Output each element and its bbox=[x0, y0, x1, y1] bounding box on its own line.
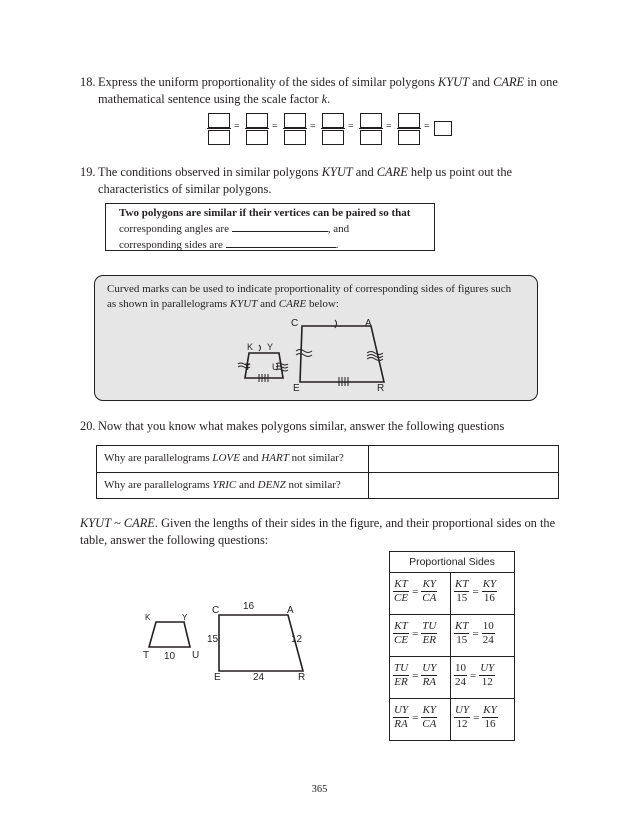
answer-blank[interactable] bbox=[226, 237, 336, 248]
blank-box[interactable] bbox=[208, 113, 230, 128]
similar-quadrilaterals-diagram bbox=[95, 276, 539, 402]
intro-paragraph bbox=[80, 515, 562, 549]
proportional-sides-table bbox=[389, 551, 515, 741]
polygon-name: HART bbox=[261, 452, 289, 464]
fraction bbox=[421, 662, 437, 689]
equals-sign: = bbox=[234, 121, 240, 132]
fraction bbox=[421, 620, 437, 647]
questions-table bbox=[96, 445, 559, 499]
text: as shown in parallelograms bbox=[107, 298, 230, 310]
text: not similar? bbox=[285, 479, 341, 491]
vertex-label-t: T bbox=[245, 362, 251, 372]
blank-box[interactable] bbox=[246, 113, 268, 128]
text: . Given the lengths of their sides in the figure, and their proportional sides on the table, answer the following questions: bbox=[80, 516, 556, 547]
fraction bbox=[421, 704, 437, 731]
vertex-label-r: R bbox=[377, 383, 385, 394]
equals-sign: = bbox=[470, 669, 477, 682]
fraction bbox=[454, 620, 469, 647]
vertex-label-r: R bbox=[298, 672, 306, 683]
fraction-denominator: CE bbox=[394, 634, 409, 646]
fraction-bar bbox=[245, 128, 269, 129]
fraction-denominator: 16 bbox=[483, 592, 495, 604]
side-length-ar: 12 bbox=[291, 634, 303, 645]
answer-cell-2[interactable] bbox=[370, 474, 557, 497]
fraction-numerator: 10 bbox=[482, 620, 494, 632]
fraction-numerator: KT bbox=[455, 620, 469, 632]
vertex-label-e: E bbox=[293, 383, 300, 394]
side-length-er: 24 bbox=[253, 672, 265, 683]
text: . bbox=[335, 239, 339, 251]
fraction-denominator: RA bbox=[422, 676, 437, 688]
fraction-denominator: 12 bbox=[456, 718, 468, 730]
polygon-name: YRIC bbox=[212, 479, 237, 491]
vertex-label-u: U bbox=[192, 650, 200, 661]
fraction-numerator: KY bbox=[482, 578, 497, 590]
fraction-denominator: 24 bbox=[482, 634, 494, 646]
column-divider bbox=[368, 446, 369, 498]
blank-box[interactable] bbox=[398, 113, 420, 128]
page-number: 365 bbox=[311, 784, 328, 795]
vertex-label-t: T bbox=[143, 650, 150, 661]
text: and bbox=[236, 479, 258, 491]
large-quadrilateral bbox=[300, 326, 384, 382]
text: corresponding sides are bbox=[119, 239, 226, 251]
text: and bbox=[257, 298, 279, 310]
double-tilde-mark bbox=[296, 350, 312, 357]
question-text: Now that you know what makes polygons similar, answer the following questions bbox=[98, 419, 505, 433]
vertex-label-e: E bbox=[214, 672, 221, 683]
text: corresponding angles are bbox=[119, 223, 232, 235]
text: The conditions observed in similar polygons bbox=[98, 165, 322, 179]
polygon-name: KYUT bbox=[80, 516, 111, 530]
question-text bbox=[98, 74, 562, 108]
polygon-name: KYUT bbox=[229, 298, 258, 310]
polygon-name: DENZ bbox=[257, 479, 286, 491]
blank-box[interactable] bbox=[322, 130, 344, 145]
fraction-numerator: TU bbox=[422, 620, 437, 632]
polygon-name: LOVE bbox=[212, 452, 240, 464]
fraction-denominator: ER bbox=[394, 676, 408, 688]
triple-tilde-mark bbox=[367, 352, 383, 361]
fraction-bar bbox=[321, 128, 345, 129]
text: Why are parallelograms bbox=[104, 452, 213, 464]
blank-box-scale-factor[interactable] bbox=[434, 121, 452, 136]
fraction-denominator: 15 bbox=[456, 634, 468, 646]
fraction-denominator: CA bbox=[422, 592, 437, 604]
vertex-label-k: K bbox=[145, 613, 151, 622]
fraction-denominator: 12 bbox=[481, 676, 493, 688]
equals-sign: = bbox=[348, 121, 354, 132]
ratio-right-1 bbox=[454, 620, 512, 647]
blank-box[interactable] bbox=[284, 113, 306, 128]
fraction bbox=[393, 620, 409, 647]
ratio-right-0 bbox=[454, 578, 512, 605]
equals-sign: = bbox=[473, 711, 480, 724]
ratio-right-2 bbox=[454, 662, 512, 689]
ratio-left-1 bbox=[393, 620, 449, 647]
fraction bbox=[454, 662, 467, 689]
fraction-bar bbox=[359, 128, 383, 129]
definition-line bbox=[119, 221, 434, 237]
fraction bbox=[454, 704, 470, 731]
fraction-numerator: KY bbox=[422, 704, 437, 716]
fraction-numerator: 10 bbox=[455, 662, 466, 674]
vertex-label-y: Y bbox=[267, 342, 274, 352]
fraction-numerator: TU bbox=[394, 662, 409, 674]
fraction-denominator: CA bbox=[422, 718, 437, 730]
fraction-denominator: CE bbox=[394, 592, 409, 604]
text: Why are parallelograms bbox=[104, 479, 213, 491]
row-divider bbox=[97, 472, 558, 473]
equals-sign: = bbox=[272, 121, 278, 132]
question-text bbox=[98, 164, 562, 198]
note-box bbox=[94, 275, 538, 401]
blank-box[interactable] bbox=[246, 130, 268, 145]
fraction bbox=[393, 704, 409, 731]
fraction bbox=[393, 662, 409, 689]
polygon-name: CARE bbox=[493, 75, 525, 89]
answer-cell-1[interactable] bbox=[370, 447, 557, 471]
vertex-label-a: A bbox=[365, 318, 372, 329]
blank-proportion-chain bbox=[208, 113, 448, 153]
blank-box[interactable] bbox=[284, 130, 306, 145]
vertex-label-k: K bbox=[247, 342, 254, 352]
similar-sign: ~ bbox=[111, 516, 124, 530]
definition-heading: Two polygons are similar if their vertices can be paired so that bbox=[119, 207, 411, 219]
fraction-denominator: ER bbox=[422, 634, 437, 646]
equals-sign: = bbox=[310, 121, 316, 132]
table-header: Proportional Sides bbox=[390, 552, 514, 573]
ratio-left-3 bbox=[393, 704, 449, 731]
vertex-label-a: A bbox=[287, 605, 294, 616]
equals-sign: = bbox=[424, 121, 430, 132]
text: , and bbox=[327, 223, 350, 235]
polygon-name: CARE bbox=[123, 516, 155, 530]
fraction bbox=[421, 578, 437, 605]
fraction-numerator: KT bbox=[394, 620, 408, 632]
question-19 bbox=[80, 164, 562, 198]
question-18 bbox=[80, 74, 562, 108]
fraction-denominator: 15 bbox=[456, 592, 468, 604]
blank-box[interactable] bbox=[360, 113, 382, 128]
text: in one mathematical sentence using the scale factor bbox=[98, 75, 558, 106]
blank-box[interactable] bbox=[360, 130, 382, 145]
text: help us point out the characteristics of similar polygons. bbox=[98, 165, 513, 196]
equals-sign: = bbox=[412, 585, 419, 598]
ratio-right-3 bbox=[454, 704, 512, 731]
polygon-name: CARE bbox=[376, 165, 408, 179]
fraction-numerator: KY bbox=[422, 578, 437, 590]
blank-box[interactable] bbox=[208, 130, 230, 145]
blank-box[interactable] bbox=[322, 113, 344, 128]
side-length-tu: 10 bbox=[164, 651, 176, 662]
definition-box bbox=[105, 203, 435, 251]
text: and bbox=[469, 75, 494, 89]
fraction-denominator: 16 bbox=[484, 718, 496, 730]
fraction-numerator: UY bbox=[422, 662, 437, 674]
polygon-name: KYUT bbox=[438, 75, 470, 89]
question-row-1 bbox=[104, 452, 344, 464]
equals-sign: = bbox=[386, 121, 392, 132]
vertex-label-y: Y bbox=[182, 613, 188, 622]
equals-sign: = bbox=[412, 669, 419, 682]
equals-sign: = bbox=[472, 627, 479, 640]
question-row-2 bbox=[104, 479, 341, 491]
fraction bbox=[482, 620, 495, 647]
fraction-denominator: RA bbox=[394, 718, 408, 730]
ratio-left-2 bbox=[393, 662, 449, 689]
fraction-numerator: UY bbox=[480, 662, 495, 674]
equals-sign: = bbox=[412, 627, 419, 640]
row-divider bbox=[390, 656, 514, 657]
polygon-name: CARE bbox=[278, 298, 307, 310]
side-length-figure bbox=[130, 595, 330, 685]
row-divider bbox=[390, 698, 514, 699]
text: not similar? bbox=[288, 452, 344, 464]
blank-box[interactable] bbox=[398, 130, 420, 145]
row-divider bbox=[390, 614, 514, 615]
vertex-label-u: U bbox=[272, 362, 279, 372]
ratio-left-0 bbox=[393, 578, 449, 605]
side-length-ca: 16 bbox=[243, 601, 255, 612]
fraction-numerator: UY bbox=[455, 704, 470, 716]
fraction bbox=[393, 578, 409, 605]
vertex-label-c: C bbox=[291, 318, 299, 329]
text: and bbox=[239, 452, 262, 464]
fraction bbox=[482, 578, 497, 605]
question-number: 18. bbox=[80, 75, 96, 89]
equals-sign: = bbox=[472, 585, 479, 598]
answer-blank[interactable] bbox=[232, 221, 328, 232]
fraction-numerator: KT bbox=[455, 578, 469, 590]
fraction bbox=[482, 704, 497, 731]
fraction-bar bbox=[283, 128, 307, 129]
equals-sign: = bbox=[412, 711, 419, 724]
vertex-label-c: C bbox=[212, 605, 220, 616]
polygon-name: KYUT bbox=[321, 165, 353, 179]
fraction-numerator: KT bbox=[394, 578, 408, 590]
fraction bbox=[454, 578, 469, 605]
text: and bbox=[352, 165, 377, 179]
scale-factor: k bbox=[321, 92, 328, 106]
fraction-bar bbox=[397, 128, 421, 129]
text: below: bbox=[306, 298, 339, 310]
small-quadrilateral bbox=[149, 622, 190, 647]
question-20 bbox=[80, 418, 562, 435]
fraction-numerator: UY bbox=[394, 704, 409, 716]
question-number: 20. bbox=[80, 419, 96, 433]
fraction-numerator: KY bbox=[483, 704, 497, 716]
note-line: Curved marks can be used to indicate proportionality of corresponding sides of figures such bbox=[107, 283, 512, 295]
side-length-ce: 15 bbox=[207, 634, 219, 645]
fraction-denominator: 24 bbox=[455, 676, 466, 688]
fraction-bar bbox=[207, 128, 231, 129]
fraction bbox=[479, 662, 495, 689]
arc-mark bbox=[259, 345, 261, 351]
question-number: 19. bbox=[80, 165, 96, 179]
text: . bbox=[327, 92, 331, 106]
text: Express the uniform proportionality of the sides of similar polygons bbox=[98, 75, 439, 89]
definition-line bbox=[119, 237, 434, 253]
